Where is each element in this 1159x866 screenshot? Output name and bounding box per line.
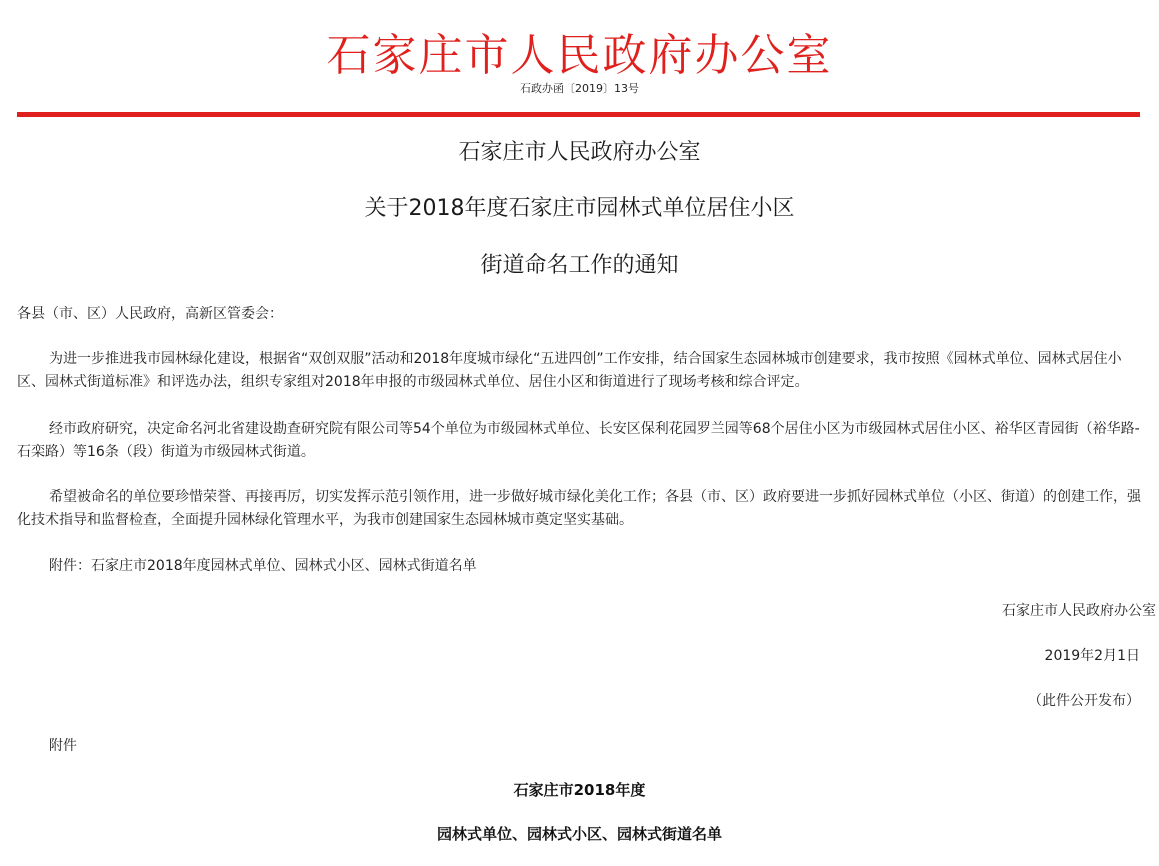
attachment-label: 附件: [49, 738, 77, 754]
document-number: 石政办函〔2019〕13号: [520, 82, 639, 95]
masthead-title: 石家庄市人民政府办公室: [326, 30, 833, 81]
publication-notice: （此件公开发布）: [1028, 693, 1140, 709]
document-title-line-1: 石家庄市人民政府办公室: [458, 140, 701, 165]
body-paragraph-3: 希望被命名的单位要珍惜荣誉、再接再厉，切实发挥示范引领作用，进一步做好城市绿化美化工作；各县（市、区）政府要进一步抓好园林式单位（小区、街道）的创建工作，强化技术指导和监督检查，全面提升园林绿化管理水平，为我市创建国家生态园林城市奠定坚实基础。: [17, 489, 1141, 528]
red-divider-rule: [17, 112, 1140, 117]
body-paragraph-1: 为进一步推进我市园林绿化建设，根据省“双创双服”活动和2018年度城市绿化“五进四创”工作安排，结合国家生态园林城市创建要求，我市按照《园林式单位、园林式居住小区、园林式街道标准》和评选办法，组织专家组对2018年申报的市级园林式单位、居住小区和街道进行了现场考核和综合评定。: [17, 351, 1122, 390]
body-paragraph-2: 经市政府研究，决定命名河北省建设勘查研究院有限公司等54个单位为市级园林式单位、长安区保利花园罗兰园等68个居住小区为市级园林式居住小区、裕华区青园街（裕华路-石栾路）等16条（段）街道为市级园林式街道。: [17, 421, 1140, 460]
document-title-line-2: 关于2018年度石家庄市园林式单位居住小区: [364, 196, 795, 221]
attachment-title-line-2: 园林式单位、园林式小区、园林式街道名单: [436, 825, 722, 843]
issue-date: 2019年2月1日: [1044, 648, 1140, 664]
document-title-line-3: 街道命名工作的通知: [480, 253, 679, 278]
issuer-signature: 石家庄市人民政府办公室: [1002, 603, 1156, 619]
attachment-title-line-1: 石家庄市2018年度: [513, 781, 646, 799]
attachment-reference: 附件：石家庄市2018年度园林式单位、园林式小区、园林式街道名单: [49, 558, 477, 574]
salutation: 各县（市、区）人民政府，高新区管委会：: [17, 306, 283, 322]
